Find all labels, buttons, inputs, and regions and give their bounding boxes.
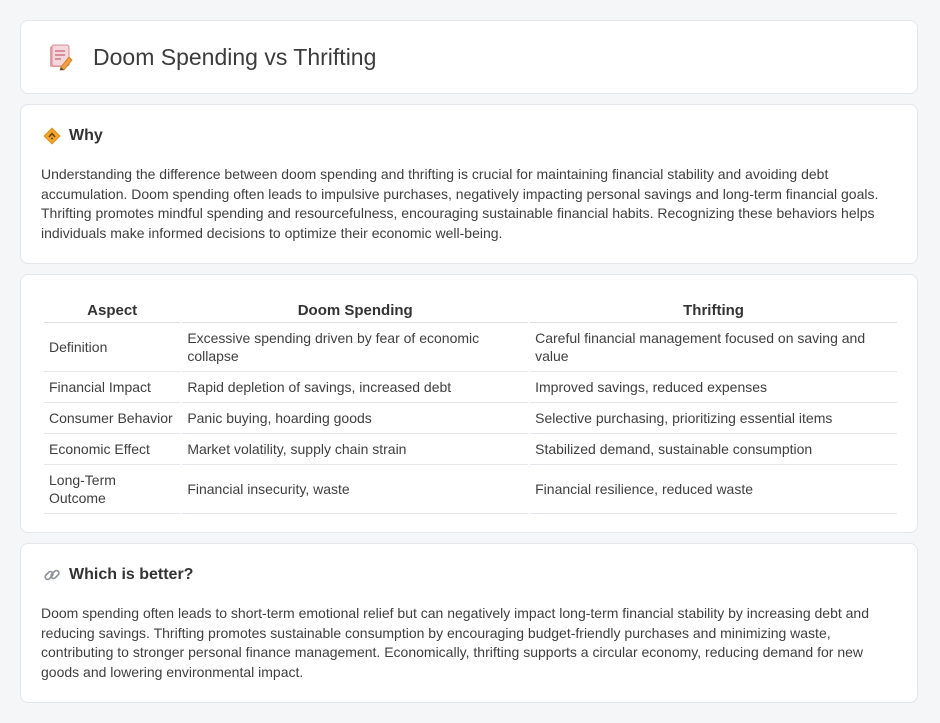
better-header (43, 566, 193, 584)
table-row (44, 372, 897, 403)
row-aspect: Long-Term Outcome (44, 465, 180, 514)
why-header (43, 127, 103, 145)
comparison-table (42, 296, 899, 514)
why-heading: Why (69, 127, 103, 144)
table-header-row (44, 296, 897, 323)
row-aspect: Consumer Behavior (44, 403, 180, 434)
which-is-better-section (20, 543, 918, 703)
table-row (44, 434, 897, 465)
diamond-sign-icon (43, 127, 61, 145)
why-text: Understanding the difference between doom spending and thrifting is crucial for maintaining financial stability and avoiding debt accumulation. Doom spending often leads to impulsive purchases, negatively impacting personal savings and long-term financial goals. Thrifting promotes mindful spending and resourcefulness, encouraging sustainable financial habits. Recognizing these behaviors helps individuals make informed decisions to optimize their economic well-being. (41, 166, 879, 241)
page-title: Doom Spending vs Thrifting (93, 43, 377, 70)
row-doom-spending: Rapid depletion of savings, increased debt (182, 372, 528, 403)
row-thrifting: Stabilized demand, sustainable consumption (530, 434, 897, 465)
row-doom-spending: Financial insecurity, waste (182, 465, 528, 514)
better-text: Doom spending often leads to short-term emotional relief but can negatively impact long-term financial stability by increasing debt and reducing savings. Thrifting promotes sustainable consumption by encouraging budget-friendly purchases and minimizing waste, contributing to stronger personal finance management. Economically, thrifting supports a circular economy, reducing demand for new goods and lowering environmental impact. (41, 605, 869, 680)
row-thrifting: Financial resilience, reduced waste (530, 465, 897, 514)
row-doom-spending: Panic buying, hoarding goods (182, 403, 528, 434)
table-row (44, 465, 897, 514)
row-doom-spending: Excessive spending driven by fear of economic collapse (182, 323, 528, 372)
table-row (44, 323, 897, 372)
header-doom-spending: Doom Spending (182, 296, 528, 323)
row-thrifting: Selective purchasing, prioritizing essential items (530, 403, 897, 434)
row-aspect: Financial Impact (44, 372, 180, 403)
row-aspect: Economic Effect (44, 434, 180, 465)
header-thrifting: Thrifting (530, 296, 897, 323)
row-doom-spending: Market volatility, supply chain strain (182, 434, 528, 465)
row-thrifting: Careful financial management focused on saving and value (530, 323, 897, 372)
comparison-section (20, 274, 918, 533)
title-row (47, 43, 376, 71)
table-row (44, 403, 897, 434)
row-aspect: Definition (44, 323, 180, 372)
link-icon (43, 566, 61, 584)
document-pencil-icon (47, 43, 73, 71)
header-aspect: Aspect (44, 296, 180, 323)
better-heading: Which is better? (69, 566, 194, 583)
row-thrifting: Improved savings, reduced expenses (530, 372, 897, 403)
title-card (20, 20, 918, 94)
why-section (20, 104, 918, 264)
